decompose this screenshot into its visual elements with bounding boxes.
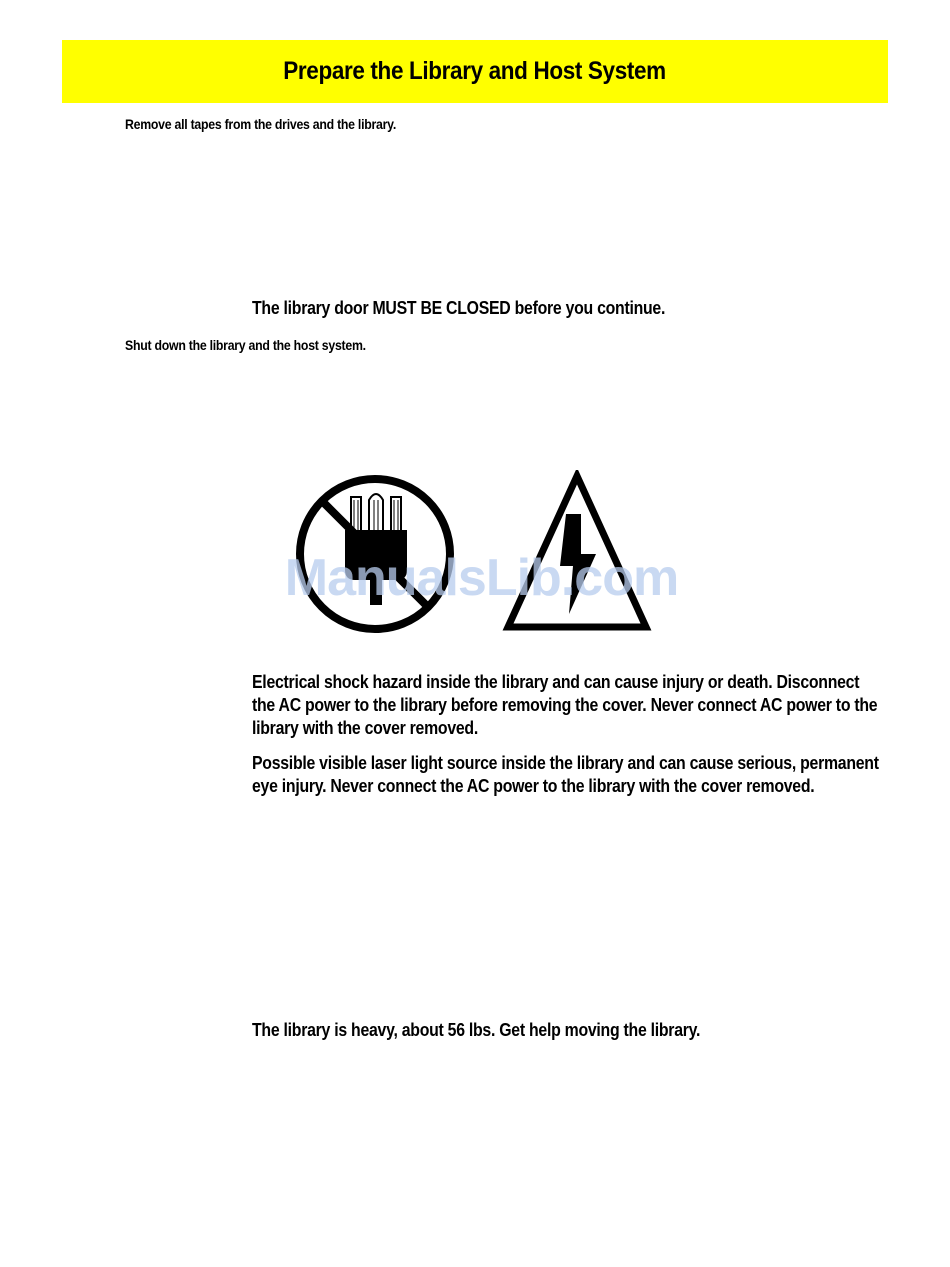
page-title: Prepare the Library and Host System (283, 57, 667, 85)
laser-warning: Possible visible laser light source inside the library and can cause serious, permanent eye injury. Never connect the AC power to the library with the cover removed. (252, 753, 879, 796)
electrical-shock-warning: Electrical shock hazard inside the library and can cause injury or death. Disconnect the AC power to the library before removing the cover. Never connect AC power to the library with the cover removed. (252, 672, 878, 738)
door-closed-note: The library door MUST BE CLOSED before you continue. (252, 298, 666, 318)
watermark: ManualsLib.com (284, 549, 679, 607)
step-remove-tapes: Remove all tapes from the drives and the library. (125, 116, 396, 132)
weight-note: The library is heavy, about 56 lbs. Get help moving the library. (252, 1020, 701, 1040)
step-shut-down: Shut down the library and the host system. (125, 337, 366, 353)
page-header-banner (62, 40, 888, 103)
